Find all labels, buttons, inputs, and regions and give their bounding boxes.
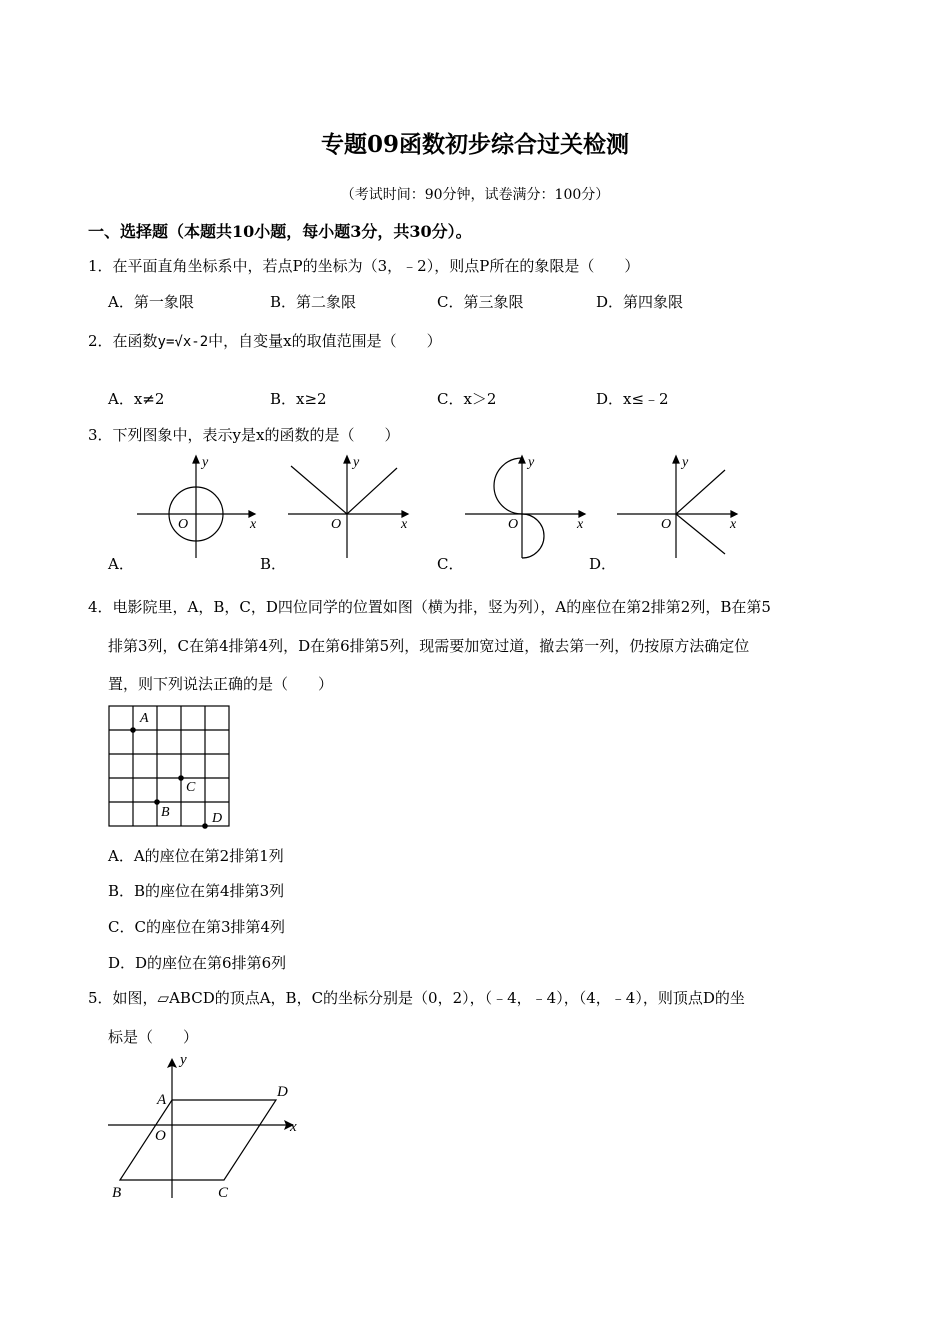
q3-a-origin: O [178, 517, 189, 532]
q3-a-y-label: y [202, 455, 209, 470]
q4-option-c[interactable]: C．C的座位在第3排第4列 [108, 918, 286, 936]
question-3: 3．下列图象中，表示y是x的函数的是（ ） [88, 426, 400, 444]
q1-option-d[interactable]: D．第四象限 [596, 293, 684, 311]
q3-d-origin: O [661, 517, 672, 532]
q3-d-y-label: y [682, 455, 689, 470]
q5-y-label: y [180, 1052, 187, 1068]
q4-point-d: D [212, 811, 223, 826]
q3-graphs [125, 450, 765, 560]
q1-option-b[interactable]: B．第二象限 [270, 293, 357, 311]
page-title: 专题09函数初步综合过关检测 [320, 131, 629, 158]
q4-seat-grid [100, 700, 240, 832]
section-heading: 一、选择题（本题共10小题，每小题3分，共30分）。 [88, 222, 472, 241]
q2-prefix: 2．在函数 [88, 332, 158, 350]
q5-x-label: x [290, 1119, 297, 1135]
q5-parallelogram-figure [100, 1050, 310, 1205]
q2-option-b[interactable]: B．x≥2 [270, 390, 327, 408]
q5-point-b: B [112, 1185, 122, 1201]
exam-info: （考试时间：90分钟，试卷满分：100分） [340, 187, 610, 203]
q3-option-d[interactable]: D． [589, 555, 617, 573]
q3-c-y-label: y [528, 455, 535, 470]
q4-option-b[interactable]: B．B的座位在第4排第3列 [108, 882, 285, 900]
q3-option-b[interactable]: B． [260, 555, 287, 573]
q2-option-d[interactable]: D．x≤﹣2 [596, 390, 669, 408]
question-5-line-2: 标是（ ） [108, 1028, 199, 1046]
q4-option-d[interactable]: D．D的座位在第6排第6列 [108, 954, 287, 972]
question-1: 1．在平面直角坐标系中，若点P的坐标为（3，﹣2），则点P所在的象限是（ ） [88, 257, 640, 275]
q3-b-origin: O [331, 517, 342, 532]
q3-c-x-label: x [577, 517, 584, 532]
q5-origin: O [155, 1128, 166, 1144]
q4-point-a: A [140, 711, 149, 726]
question-4-line-1: 4．电影院里，A，B，C，D四位同学的位置如图（横为排，竖为列），A的座位在第2排第2列，B在第5 [88, 598, 771, 616]
q2-suffix: 中，自变量x的取值范围是（ ） [208, 332, 442, 350]
q4-option-a[interactable]: A．A的座位在第2排第1列 [108, 847, 284, 865]
q1-option-a[interactable]: A．第一象限 [108, 293, 194, 311]
q4-point-b: B [161, 805, 170, 820]
question-4-line-3: 置，则下列说法正确的是（ ） [108, 675, 334, 693]
q5-point-d: D [277, 1084, 288, 1100]
q3-option-c[interactable]: C． [437, 555, 464, 573]
q4-point-c: C [186, 780, 196, 795]
q5-point-a: A [157, 1092, 167, 1108]
question-2 [88, 331, 442, 352]
question-4-line-2: 排第3列，C在第4排第4列，D在第6排第5列，现需要加宽过道，撤去第一列，仍按原方法确定位 [108, 637, 750, 655]
q3-c-origin: O [508, 517, 519, 532]
q3-option-a[interactable]: A． [108, 555, 134, 573]
q2-option-a[interactable]: A．x≠2 [108, 390, 165, 408]
question-5-line-1: 5．如图，▱ABCD的顶点A，B，C的坐标分别是（0，2），（﹣4，﹣4），（4，﹣4），则顶点D的坐 [88, 989, 745, 1007]
q3-a-x-label: x [250, 517, 257, 532]
q1-option-c[interactable]: C．第三象限 [437, 293, 524, 311]
q2-formula: y=√x-2 [157, 334, 209, 350]
q3-b-x-label: x [401, 517, 408, 532]
q3-b-y-label: y [353, 455, 360, 470]
q3-d-x-label: x [730, 517, 737, 532]
q5-point-c: C [218, 1185, 229, 1201]
q2-option-c[interactable]: C．x＞2 [437, 390, 497, 408]
